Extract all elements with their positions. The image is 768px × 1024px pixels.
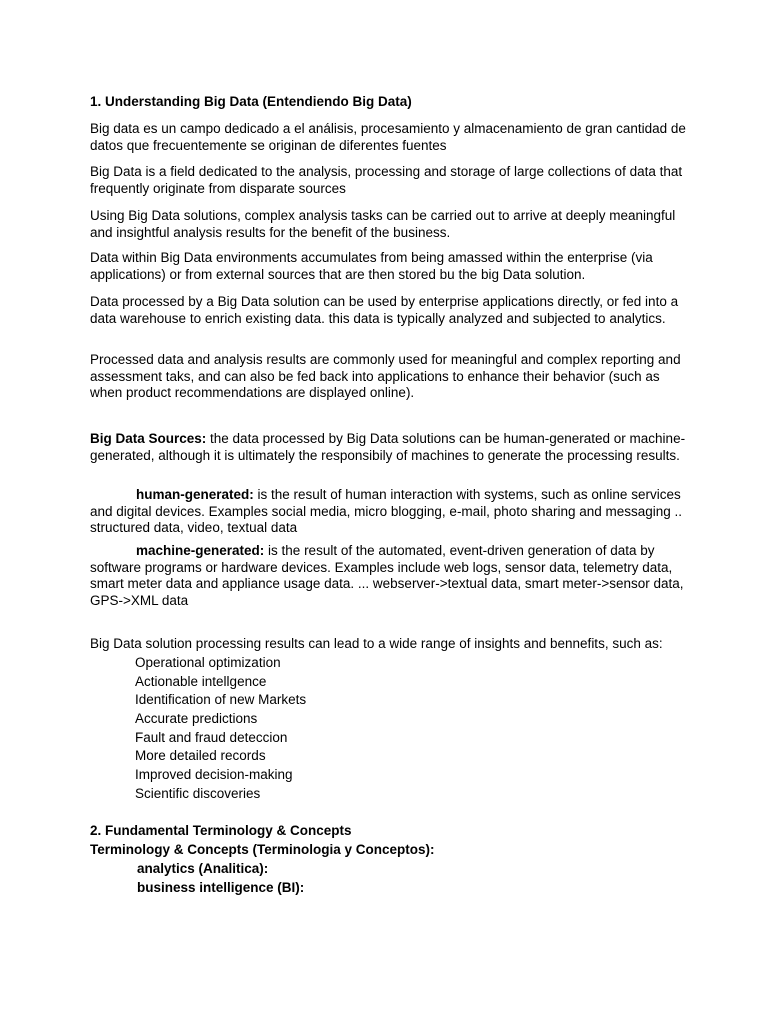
machine-generated-text: is the result of the automated, event-driven generation of data by software programs or hardware devices. Examples include web logs, sensor data, telemetry data, smart meter data and appliance usage data. ... webserver->textual data, smart meter->sensor data, GPS->XML data: [90, 543, 684, 608]
paragraph-spanish-intro: Big data es un campo dedicado a el análisis, procesamiento y almacenamiento de gran cantidad de datos que frecuentemente se originan de diferentes fuentes: [90, 121, 686, 153]
benefits-intro: Big Data solution processing results can lead to a wide range of insights and bennefits, such as:: [90, 636, 663, 651]
paragraph-solutions: Using Big Data solutions, complex analysis tasks can be carried out to arrive at deeply meaningful and insightful analysis results for the benefit of the business.: [90, 208, 676, 240]
section-1-heading: 1. Understanding Big Data (Entendiendo Big Data): [90, 94, 412, 109]
big-data-sources-paragraph: [90, 431, 690, 464]
list-item: Actionable intellgence: [135, 673, 267, 689]
list-item: Operational optimization: [135, 655, 281, 670]
paragraph-environments: Data within Big Data environments accumulates from being amassed within the enterprise (via applications) or from external sources that are then stored bu the big Data solution.: [90, 250, 653, 282]
human-generated-term: human-generated:: [136, 487, 254, 502]
list-item: Accurate predictions: [135, 711, 258, 727]
list-item: Identification of new Markets: [135, 692, 307, 708]
list-item: More detailed records: [135, 748, 266, 764]
paragraph-analysis-results: Processed data and analysis results are commonly used for meaningful and complex reporting and assessment taks, and can also be fed back into applications to enhance their behavior (such as when product recommendations are displayed online).: [90, 352, 681, 400]
machine-generated-paragraph: [90, 543, 690, 609]
term-business-intelligence: business intelligence (BI):: [137, 880, 305, 895]
list-item: Fault and fraud deteccion: [135, 729, 288, 745]
human-generated-text: is the result of human interaction with systems, such as online services and digital devices. Examples social media, micro blogging, e-mail, photo sharing and messaging .. structured data, video, textual data: [90, 487, 683, 535]
terminology-subheading: Terminology & Concepts (Terminologia y Conceptos):: [90, 842, 435, 857]
section-2-heading: 2. Fundamental Terminology & Concepts: [90, 823, 352, 838]
machine-generated-term: machine-generated:: [136, 543, 265, 558]
term-analytics: analytics (Analitica):: [137, 861, 269, 876]
big-data-sources-text: the data processed by Big Data solutions can be human-generated or machine-generated, although it is ultimately the responsibily of machines to generate the processing results.: [90, 431, 686, 463]
paragraph-processed-data: Data processed by a Big Data solution can be used by enterprise applications directly, or fed into a data warehouse to enrich existing data. this data is typically analyzed and subjected to analytics.: [90, 294, 679, 326]
benefits-list: [135, 655, 306, 805]
list-item: Improved decision-making: [135, 767, 293, 783]
list-item: Scientific discoveries: [135, 785, 261, 801]
big-data-sources-term: Big Data Sources:: [90, 431, 207, 446]
paragraph-english-intro: Big Data is a field dedicated to the analysis, processing and storage of large collections of data that frequently originate from disparate sources: [90, 164, 683, 196]
human-generated-paragraph: [90, 487, 690, 537]
